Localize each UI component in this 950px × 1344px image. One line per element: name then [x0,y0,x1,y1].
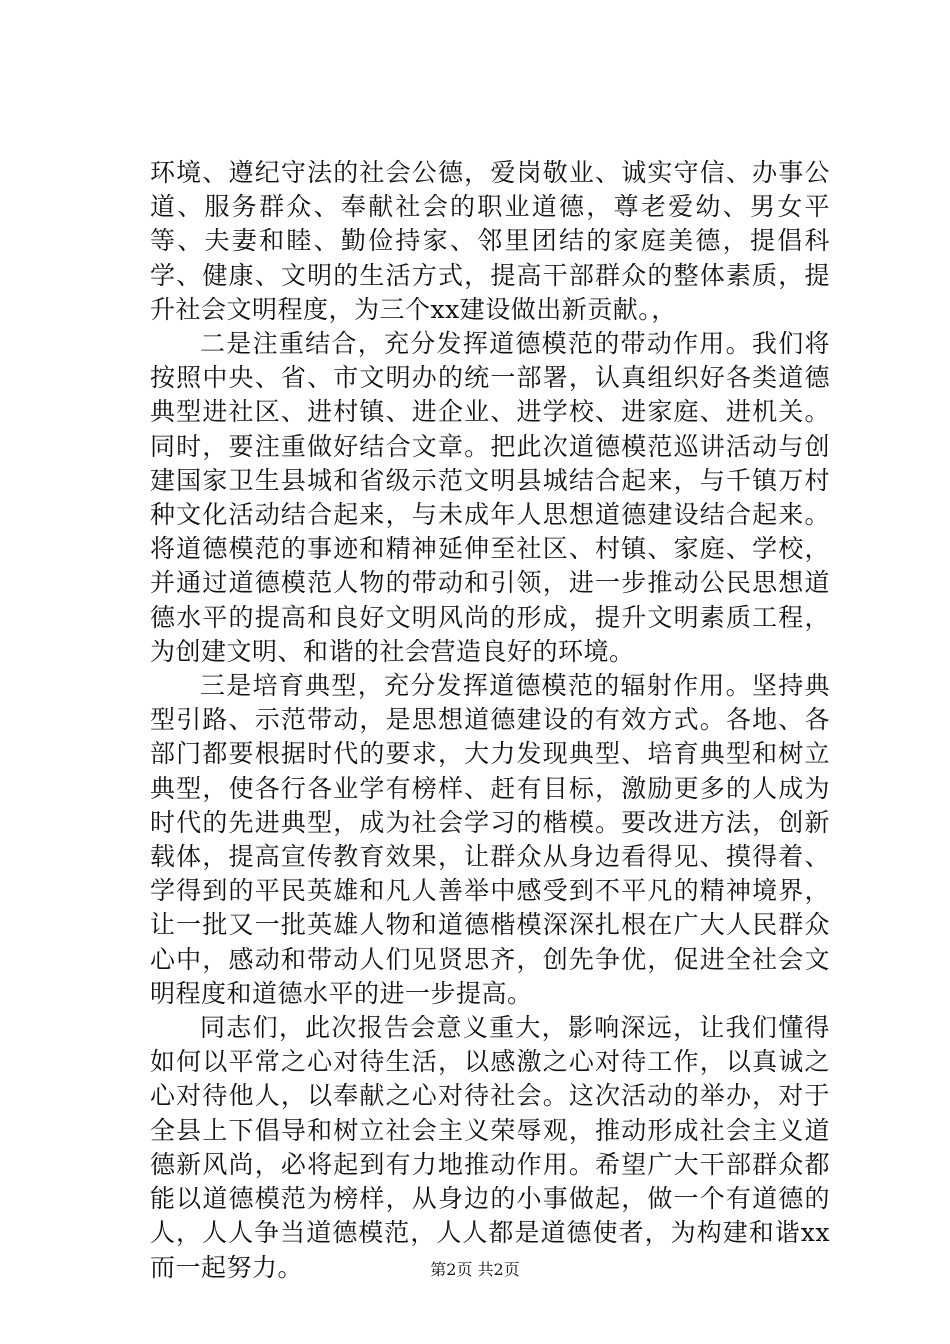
document-body [150,156,830,1285]
page-number-footer: 第2页 共2页 [430,1260,520,1279]
paragraph-point-three: 三是培育典型，充分发挥道德模范的辐射作用。坚持典型引路、示范带动，是思想道德建设的有效方式。各地、各部门都要根据时代的要求，大力发现典型、培育典型和树立典型，使各行各业学有榜样、赶有目标，激励更多的人成为时代的先进典型，成为社会学习的楷模。要改进方法，创新载体，提高宣传教育效果，让群众从身边看得见、摸得着、学得到的平民英雄和凡人善举中感受到不平凡的精神境界，让一批又一批英雄人物和道德楷模深深扎根在广大人民群众心中，感动和带动人们见贤思齐，创先争优，促进全社会文明程度和道德水平的进一步提高。 [150,671,830,1008]
paragraph-point-two: 二是注重结合，充分发挥道德模范的带动作用。我们将按照中央、省、市文明办的统一部署，认真组织好各类道德典型进社区、进村镇、进企业、进学校、进家庭、进机关。同时，要注重做好结合文章。把此次道德模范巡讲活动与创建国家卫生县城和省级示范文明县城结合起来，与千镇万村种文化活动结合起来，与未成年人思想道德建设结合起来。将道德模范的事迹和精神延伸至社区、村镇、家庭、学校，并通过道德模范人物的带动和引领，进一步推动公民思想道德水平的提高和良好文明风尚的形成，提升文明素质工程，为创建文明、和谐的社会营造良好的环境。 [150,329,830,666]
paragraph-continuation: 环境、遵纪守法的社会公德，爱岗敬业、诚实守信、办事公道、服务群众、奉献社会的职业道德，尊老爱幼、男女平等、夫妻和睦、勤俭持家、邻里团结的家庭美德，提倡科学、健康、文明的生活方式，提高干部群众的整体素质，提升社会文明程度，为三个xx建设做出新贡献。， [150,158,830,324]
paragraph-closing: 同志们，此次报告会意义重大，影响深远，让我们懂得如何以平常之心对待生活，以感激之心对待工作，以真诚之心对待他人，以奉献之心对待社会。这次活动的举办，对于全县上下倡导和树立社会主义荣辱观，推动形成社会主义道德新风尚，必将起到有力地推动作用。希望广大干部群众都能以道德模范为榜样，从身边的小事做起，做一个有道德的人，人人争当道德模范，人人都是道德使者，为构建和谐xx而一起努力。 [150,1013,830,1282]
